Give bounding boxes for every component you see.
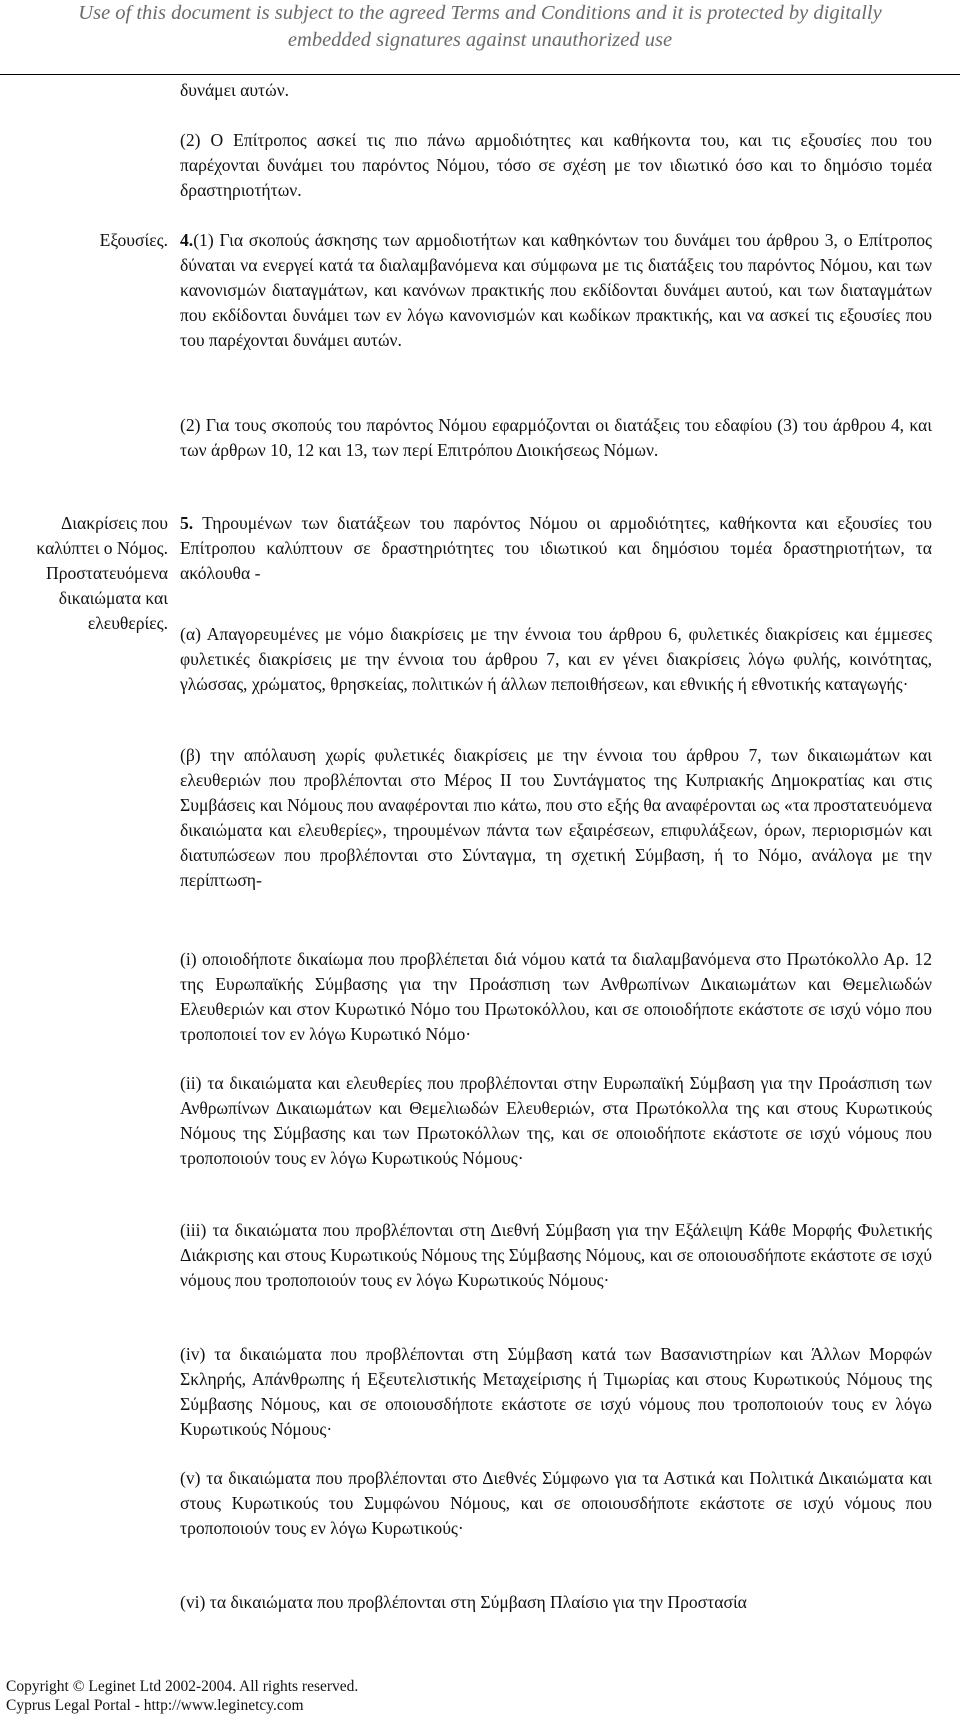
copyright-text: Copyright © Leginet Ltd 2002-2004. All rights reserved. <box>6 1678 359 1695</box>
item-v: (v) τα δικαιώματα που προβλέπονται στο Διεθνές Σύμφωνο για τα Αστικά και Πολιτικά Δικαιώματα και στους Κυρωτικούς του Συμφώνου Νόμους, και σε οποιουσδήποτε εκάστοτε σε ισχύ νόμους που τροποποιούν τους εν λόγω Κυρωτικούς· <box>180 1468 932 1538</box>
margin-note-line: καλύπτει ο Νόμος. <box>36 538 168 558</box>
margin-note-line: Προστατευόμενα <box>45 563 168 583</box>
section-4-number: 4. <box>180 230 194 250</box>
item-iii: (iii) τα δικαιώματα που προβλέπονται στη Διεθνή Σύμβαση για την Εξάλειψη Κάθε Μορφής Φυλετικής Διάκρισης και στους Κυρωτικούς Νόμους της Σύμβασης Νόμους, και σε οποιουσδήποτε εκάστοτε σε ισχύ νόμους που τροποποιούν τους εν λόγω Κυρωτικούς Νόμους· <box>180 1220 932 1290</box>
margin-note-line: δικαιώματα και <box>58 588 168 608</box>
header-line-2: embedded signatures against unauthorized use <box>287 29 673 51</box>
item-i: (i) οποιοδήποτε δικαίωμα που προβλέπεται διά νόμου κατά τα διαλαμβανόμενα στο Πρωτόκολλο Αρ. 12 της Ευρωπαϊκής Σύμβασης για την Προάσπιση των Ανθρωπίνων Δικαιωμάτων και Θεμελιωδών Ελευθεριών και στον Κυρωτικό Νόμο του Πρωτοκόλλου, και σε οποιοδήποτε εκάστοτε σε ισχύ νόμο που τροποποιεί τον εν λόγω Κυρωτικό Νόμο· <box>180 949 932 1044</box>
protection-notice-header <box>0 0 960 75</box>
section-5-intro-text: Τηρουμένων των διατάξεων του παρόντος Νόμου οι αρμοδιότητες, καθήκοντα και εξουσίες του Επίτροπου καλύπτουν σε δραστηριότητες του ιδιωτικού και δημόσιου τομέα δραστηριοτήτων, τα ακόλουθα - <box>180 513 932 583</box>
section-5-number: 5. <box>180 513 194 533</box>
copyright-footer <box>6 1678 358 1715</box>
continuation-line: δυνάμει αυτών. <box>180 80 290 100</box>
item-vi: (vi) τα δικαιώματα που προβλέπονται στη Σύμβαση Πλαίσιο για την Προστασία <box>180 1592 747 1612</box>
margin-note-line: Διακρίσεις που <box>60 513 168 533</box>
margin-note-section-4: Εξουσίες. <box>99 230 168 250</box>
item-beta: (β) την απόλαυση χωρίς φυλετικές διακρίσεις με την έννοια του άρθρου 7, των δικαιωμάτων και ελευθεριών που προβλέπονται στο Μέρος ΙΙ του Συντάγματος της Κυπριακής Δημοκρατίας και στις Συμβάσεις και Νόμους που αναφέρονται πιο κάτω, που στο εξής θα αναφέρονται ως «τα προστατευόμενα δικαιώματα και ελευθερίες», τηρουμένων πάντα των εξαιρέσεων, επιφυλάξεων, όρων, περιορισμών και διατυπώσεων που προβλέπονται στο Σύνταγμα, τη σχετική Σύμβαση, ή το Νόμο, ανάλογα με την περίπτωση- <box>180 745 932 890</box>
margin-note-section-5 <box>0 511 168 636</box>
section-4-subsection-2: (2) Για τους σκοπούς του παρόντος Νόμου εφαρμόζονται οι διατάξεις του εδαφίου (3) του άρθρου 4, και των άρθρων 10, 12 και 13, των περί Επιτρόπου Διοικήσεως Νόμων. <box>180 415 932 460</box>
portal-text: Cyprus Legal Portal - http://www.leginetcy.com <box>6 1696 304 1714</box>
section-4-subsection-1 <box>180 228 932 353</box>
header-line-1: Use of this document is subject to the agreed Terms and Conditions and it is protected by digitally <box>78 2 882 24</box>
item-iv: (iv) τα δικαιώματα που προβλέπονται στη Σύμβαση κατά των Βασανιστηρίων και Άλλων Μορφών Σκληρής, Απάνθρωπης ή Εξευτελιστικής Μεταχείρισης ή Τιμωρίας και στους Κυρωτικούς Νόμους της Σύμβασης Νόμους, και σε οποιουσδήποτε εκάστοτε σε ισχύ νόμους που τροποποιούν τους εν λόγω Κυρωτικούς Νόμους· <box>180 1344 932 1439</box>
margin-note-line: ελευθερίες. <box>87 613 168 633</box>
section-4-subsection-1-text: (1) Για σκοπούς άσκησης των αρμοδιοτήτων και καθηκόντων του δυνάμει του άρθρου 3, ο Επίτροπος δύναται να ενεργεί κατά τα διαλαμβανόμενα και σύμφωνα με τις διατάξεις του παρόντος Νόμου, και των κανονισμών διαταγμάτων, και κανόνων πρακτικής που εκδίδονται δυνάμει αυτού, και των διαταγμάτων που εκδίδονται δυνάμει των εν λόγω κανονισμών και κωδίκων πρακτικής, και να ασκεί τις εξουσίες που του παρέχονται δυνάμει αυτών. <box>180 230 932 350</box>
item-ii: (ii) τα δικαιώματα και ελευθερίες που προβλέπονται στην Ευρωπαϊκή Σύμβαση για την Προάσπιση των Ανθρωπίνων Δικαιωμάτων και Θεμελιωδών Ελευθεριών, στα Πρωτόκολλα της και στους Κυρωτικούς Νόμους της Σύμβασης και των Πρωτοκόλλων της, και σε οποιοδήποτε εκάστοτε σε ισχύ νόμους που τροποποιούν τους εν λόγω Κυρωτικούς Νόμους· <box>180 1073 932 1168</box>
item-alpha: (α) Απαγορευμένες με νόμο διακρίσεις με την έννοια του άρθρου 6, φυλετικές διακρίσεις και έμμεσες φυλετικές διακρίσεις με την έννοια του άρθρου 7, και εν γένει διακρίσεις λόγω φυλής, κοινότητας, γλώσσας, χρώματος, θρησκείας, πολιτικών ή άλλων πεποιθήσεων, και εθνικής ή εθνοτικής καταγωγής· <box>180 624 932 694</box>
paragraph-3-2: (2) Ο Επίτροπος ασκεί τις πιο πάνω αρμοδιότητες και καθήκοντα του, και τις εξουσίες που του παρέχονται δυνάμει του παρόντος Νόμου, τόσο σε σχέση με τον ιδιωτικό όσο και το δημόσιο τομέα δραστηριοτήτων. <box>180 130 932 200</box>
section-5-intro <box>180 511 932 586</box>
